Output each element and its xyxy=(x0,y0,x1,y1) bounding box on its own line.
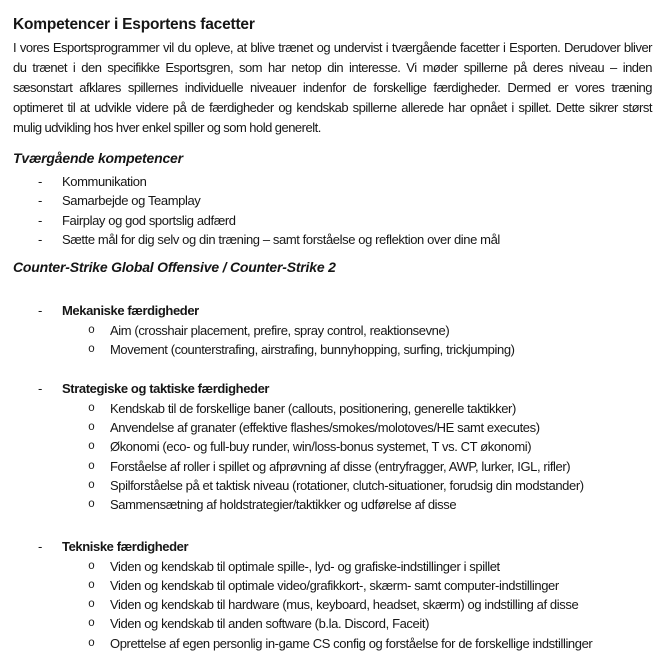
list-item-text: Kommunikation xyxy=(62,174,147,189)
list-item xyxy=(13,634,652,653)
list-item-text: Sammensætning af holdstrategier/taktikker og udførelse af disse xyxy=(110,497,457,513)
skill-group-strategic xyxy=(13,379,652,515)
list-item-text: Movement (counterstrafing, airstrafing, bunnyhopping, surfing, trickjumping) xyxy=(110,342,515,358)
list-item xyxy=(13,230,652,249)
list-item xyxy=(13,340,652,359)
list-item-text: Samarbejde og Teamplay xyxy=(62,193,201,209)
circle-bullet: o xyxy=(88,343,95,357)
list-item xyxy=(13,437,652,456)
group-label: Strategiske og taktiske færdigheder xyxy=(62,380,270,396)
list-item-text: Oprettelse af egen personlig in-game CS config og forståelse for de forskellige indstillinger xyxy=(110,635,593,651)
list-item-text: Forståelse af roller i spillet og afprøvning af disse (entryfragger, AWP, lurker, IGL, rifler) xyxy=(110,458,571,474)
dash-bullet: - xyxy=(38,380,42,396)
list-item xyxy=(13,595,652,614)
list-item xyxy=(13,614,652,633)
list-item-text: Aim (crosshair placement, prefire, spray control, reaktionsevne) xyxy=(110,323,450,339)
list-item-text: Anvendelse af granater (effektive flashes/smokes/molotoves/HE samt executes) xyxy=(110,420,540,436)
circle-bullet: o xyxy=(88,617,95,631)
circle-bullet: o xyxy=(88,324,95,338)
list-item xyxy=(13,418,652,437)
circle-bullet: o xyxy=(88,636,95,650)
page-title: Kompetencer i Esportens facetter xyxy=(13,16,255,33)
list-item xyxy=(13,457,652,476)
group-label: Mekaniske færdigheder xyxy=(62,303,199,319)
dash-bullet: - xyxy=(38,538,42,554)
circle-bullet: o xyxy=(88,598,95,612)
circle-bullet: o xyxy=(88,578,95,592)
dash-bullet: - xyxy=(38,231,42,247)
list-item xyxy=(13,172,652,191)
list-item-text: Økonomi (eco- og full-buy runder, win/loss-bonus systemet, T vs. CT økonomi) xyxy=(110,439,532,455)
circle-bullet: o xyxy=(88,459,95,473)
list-item-text: Viden og kendskab til optimale video/grafikkort-, skærm- samt computer-indstillinger xyxy=(110,577,559,593)
list-item-text: Viden og kendskab til hardware (mus, keyboard, headset, skærm) og indstilling af disse xyxy=(110,597,579,613)
list-item xyxy=(13,557,652,576)
circle-bullet: o xyxy=(88,440,95,454)
skill-group-mechanical xyxy=(13,301,652,360)
list-item-text: Spilforståelse på et taktisk niveau (rotationer, clutch-situationer, forudsig din modstander) xyxy=(110,477,584,493)
list-item xyxy=(13,576,652,595)
circle-bullet: o xyxy=(88,421,95,435)
list-item-text: Sætte mål for dig selv og din træning – samt forståelse og reflektion over dine mål xyxy=(62,231,500,247)
transversal-list xyxy=(13,172,652,249)
list-item xyxy=(13,321,652,340)
list-item xyxy=(13,211,652,230)
circle-bullet: o xyxy=(88,478,95,492)
list-item xyxy=(13,191,652,210)
dash-bullet: - xyxy=(38,193,42,209)
list-item xyxy=(13,495,652,514)
circle-bullet: o xyxy=(88,498,95,512)
dash-bullet: - xyxy=(38,174,42,189)
dash-bullet: - xyxy=(38,303,42,319)
group-label-row xyxy=(13,379,652,399)
list-item xyxy=(13,399,652,418)
section-heading-transversal: Tværgående kompetencer xyxy=(13,150,183,166)
dash-bullet: - xyxy=(38,212,42,228)
list-item-text: Viden og kendskab til anden software (b.la. Discord, Faceit) xyxy=(110,616,429,632)
group-label: Tekniske færdigheder xyxy=(62,538,189,554)
circle-bullet: o xyxy=(88,559,95,573)
list-item-text: Kendskab til de forskellige baner (callouts, positionering, generelle taktikker) xyxy=(110,400,516,416)
list-item-text: Fairplay og god sportslig adfærd xyxy=(62,212,236,228)
group-label-row xyxy=(13,301,652,321)
skill-group-technical xyxy=(13,537,652,653)
list-item xyxy=(13,476,652,495)
circle-bullet: o xyxy=(88,401,95,415)
section-heading-counter-strike: Counter-Strike Global Offensive / Counter-Strike 2 xyxy=(13,259,336,276)
intro-paragraph: I vores Esportsprogrammer vil du opleve, at blive trænet og undervist i tværgående facetter i Esporten. Derudover bliver du trænet i den specifikke Esportsgren, som har netop din interesse. Vi møder spillerne på deres niveau – inden sæsonstart afklares spillernes individuelle niveauer indenfor de forskellige færdigheder. Dermed er vores træning optimeret til at udvikle videre på de færdigheder og kendskab spillerne allerede har opnået i spillet. Dette sikrer størst mulig udvikling hos hver enkel spiller og som hold generelt. xyxy=(13,40,652,135)
group-label-row xyxy=(13,537,652,557)
list-item-text: Viden og kendskab til optimale spille-, lyd- og grafiske-indstillinger i spillet xyxy=(110,558,500,574)
